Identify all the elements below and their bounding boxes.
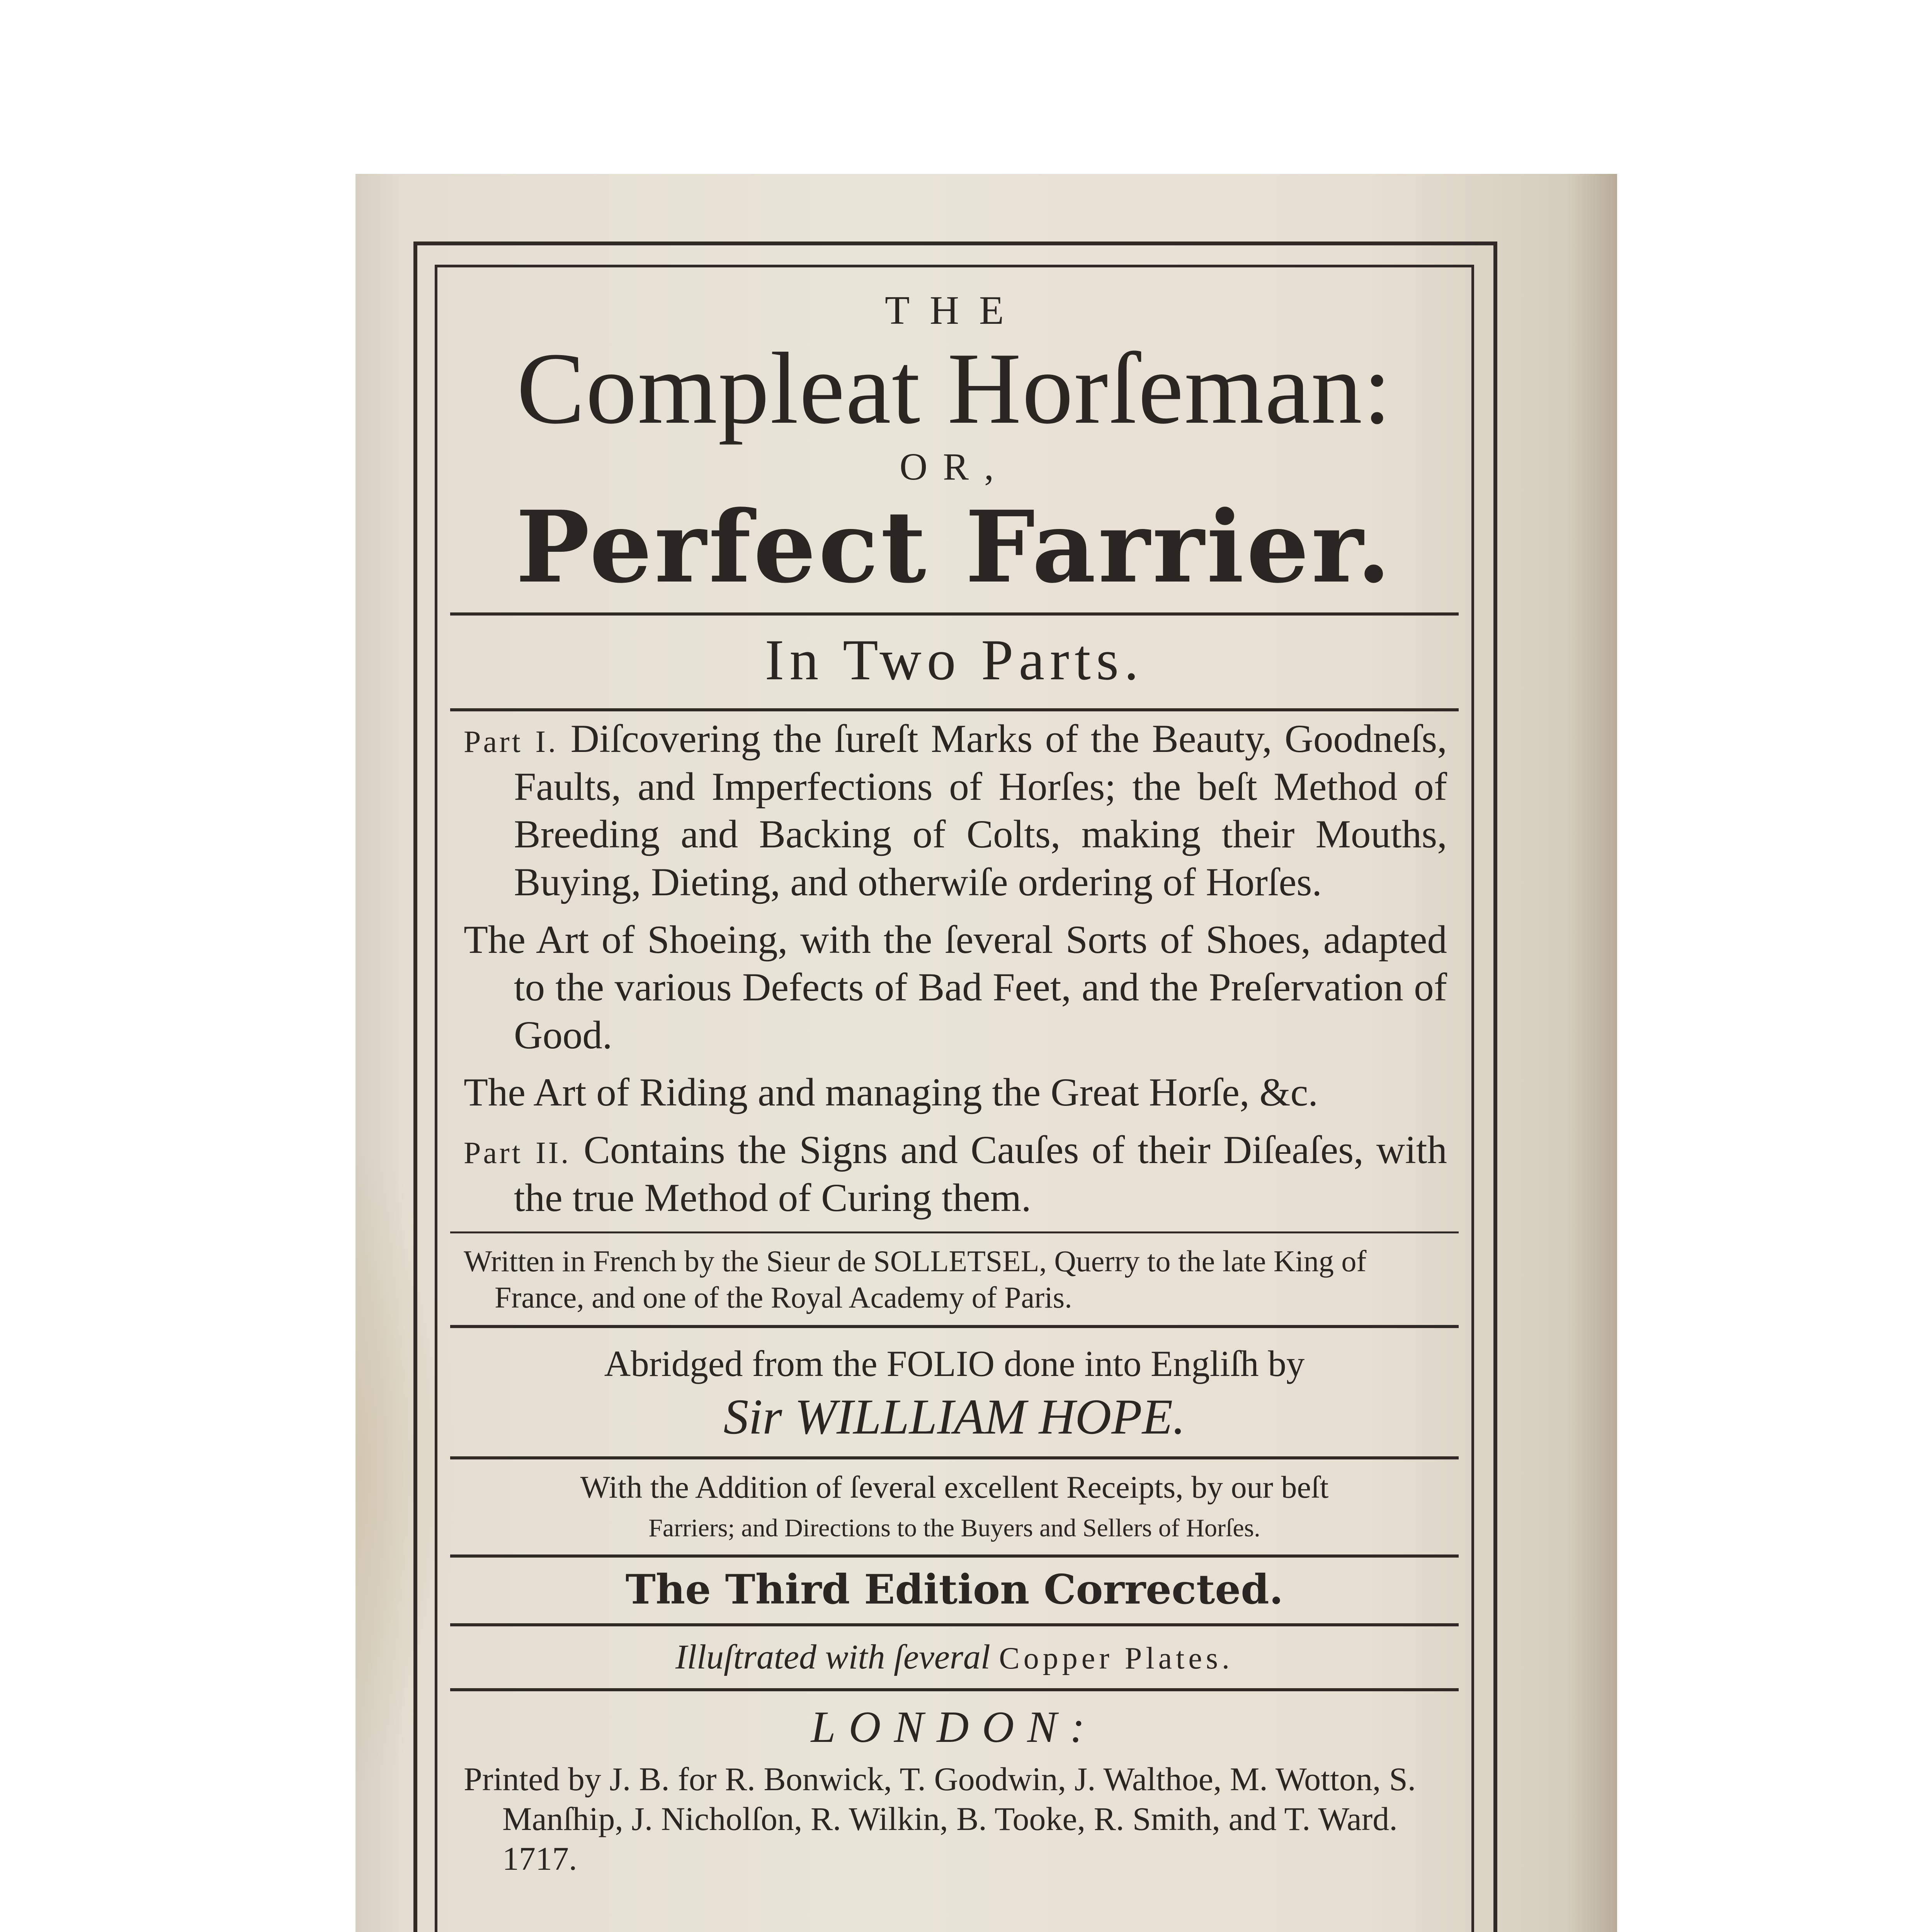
author-statement: Written in French by the Sieur de SOLLETSEL, Querry to the late King of France, and one of the Royal Academy of Paris. xyxy=(464,1244,1367,1314)
imprint-city: LONDON: xyxy=(811,1702,1098,1752)
divider xyxy=(450,1231,1459,1233)
part-two-label: Part II. xyxy=(464,1136,571,1170)
shoeing-description: The Art of Shoeing, with the ſeveral Sorts of Shoes, adapted to the various Defects of Bad Feet, and the Preſervation of Good. xyxy=(464,917,1447,1057)
title-page-text xyxy=(450,276,1459,1879)
divider xyxy=(450,1325,1459,1328)
divider xyxy=(450,1456,1459,1459)
plates-text: Copper Plates. xyxy=(999,1641,1233,1675)
part-two-description xyxy=(464,1126,1447,1222)
subtitle: Perfect Farrier. xyxy=(515,489,1393,605)
divider xyxy=(450,708,1459,711)
translator-name: Sir WILLLIAM HOPE. xyxy=(723,1389,1185,1445)
edition-statement: The Third Edition Corrected. xyxy=(625,1565,1284,1613)
divider xyxy=(450,1554,1459,1558)
abridged-statement: Abridged from the FOLIO done into Engliſh by xyxy=(604,1343,1305,1384)
addition-statement: With the Addition of ſeveral excellent Receipts, by our beſt xyxy=(580,1469,1329,1505)
riding-description: The Art of Riding and managing the Great Horſe, &c. xyxy=(464,1070,1318,1115)
illustrated-text: Illuſtrated with ſeveral xyxy=(675,1638,990,1676)
title-or: OR, xyxy=(900,445,1009,488)
addition-statement-continued: Farriers; and Directions to the Buyers and Sellers of Horſes. xyxy=(648,1514,1260,1542)
part-one-description xyxy=(464,715,1447,906)
part-two-text: Contains the Signs and Cauſes of their Diſeaſes, with the true Method of Curing them. xyxy=(514,1128,1447,1220)
scanned-title-page xyxy=(355,174,1617,1932)
divider xyxy=(450,1688,1459,1691)
divider xyxy=(450,1623,1459,1626)
title-the: THE xyxy=(884,287,1024,333)
illustration-statement xyxy=(450,1640,1459,1675)
imprint-statement: Printed by J. B. for R. Bonwick, T. Goodwin, J. Walthoe, M. Wotton, S. Manſhip, J. Nicholſon, R. Wilkin, B. Tooke, R. Smith, and T. Ward. 1717. xyxy=(464,1760,1416,1878)
parts-heading: In Two Parts. xyxy=(765,628,1144,692)
part-one-label: Part I. xyxy=(464,725,558,759)
divider xyxy=(450,612,1459,616)
part-one-text: Diſcovering the ſureſt Marks of the Beauty, Goodneſs, Faults, and Imperfections of Horſes; the beſt Method of Breeding and Backing of Colts, making their Mouths, Buying, Dieting, and otherwiſe ordering of Horſes. xyxy=(514,717,1447,905)
main-title: Compleat Horſeman: xyxy=(517,332,1392,445)
